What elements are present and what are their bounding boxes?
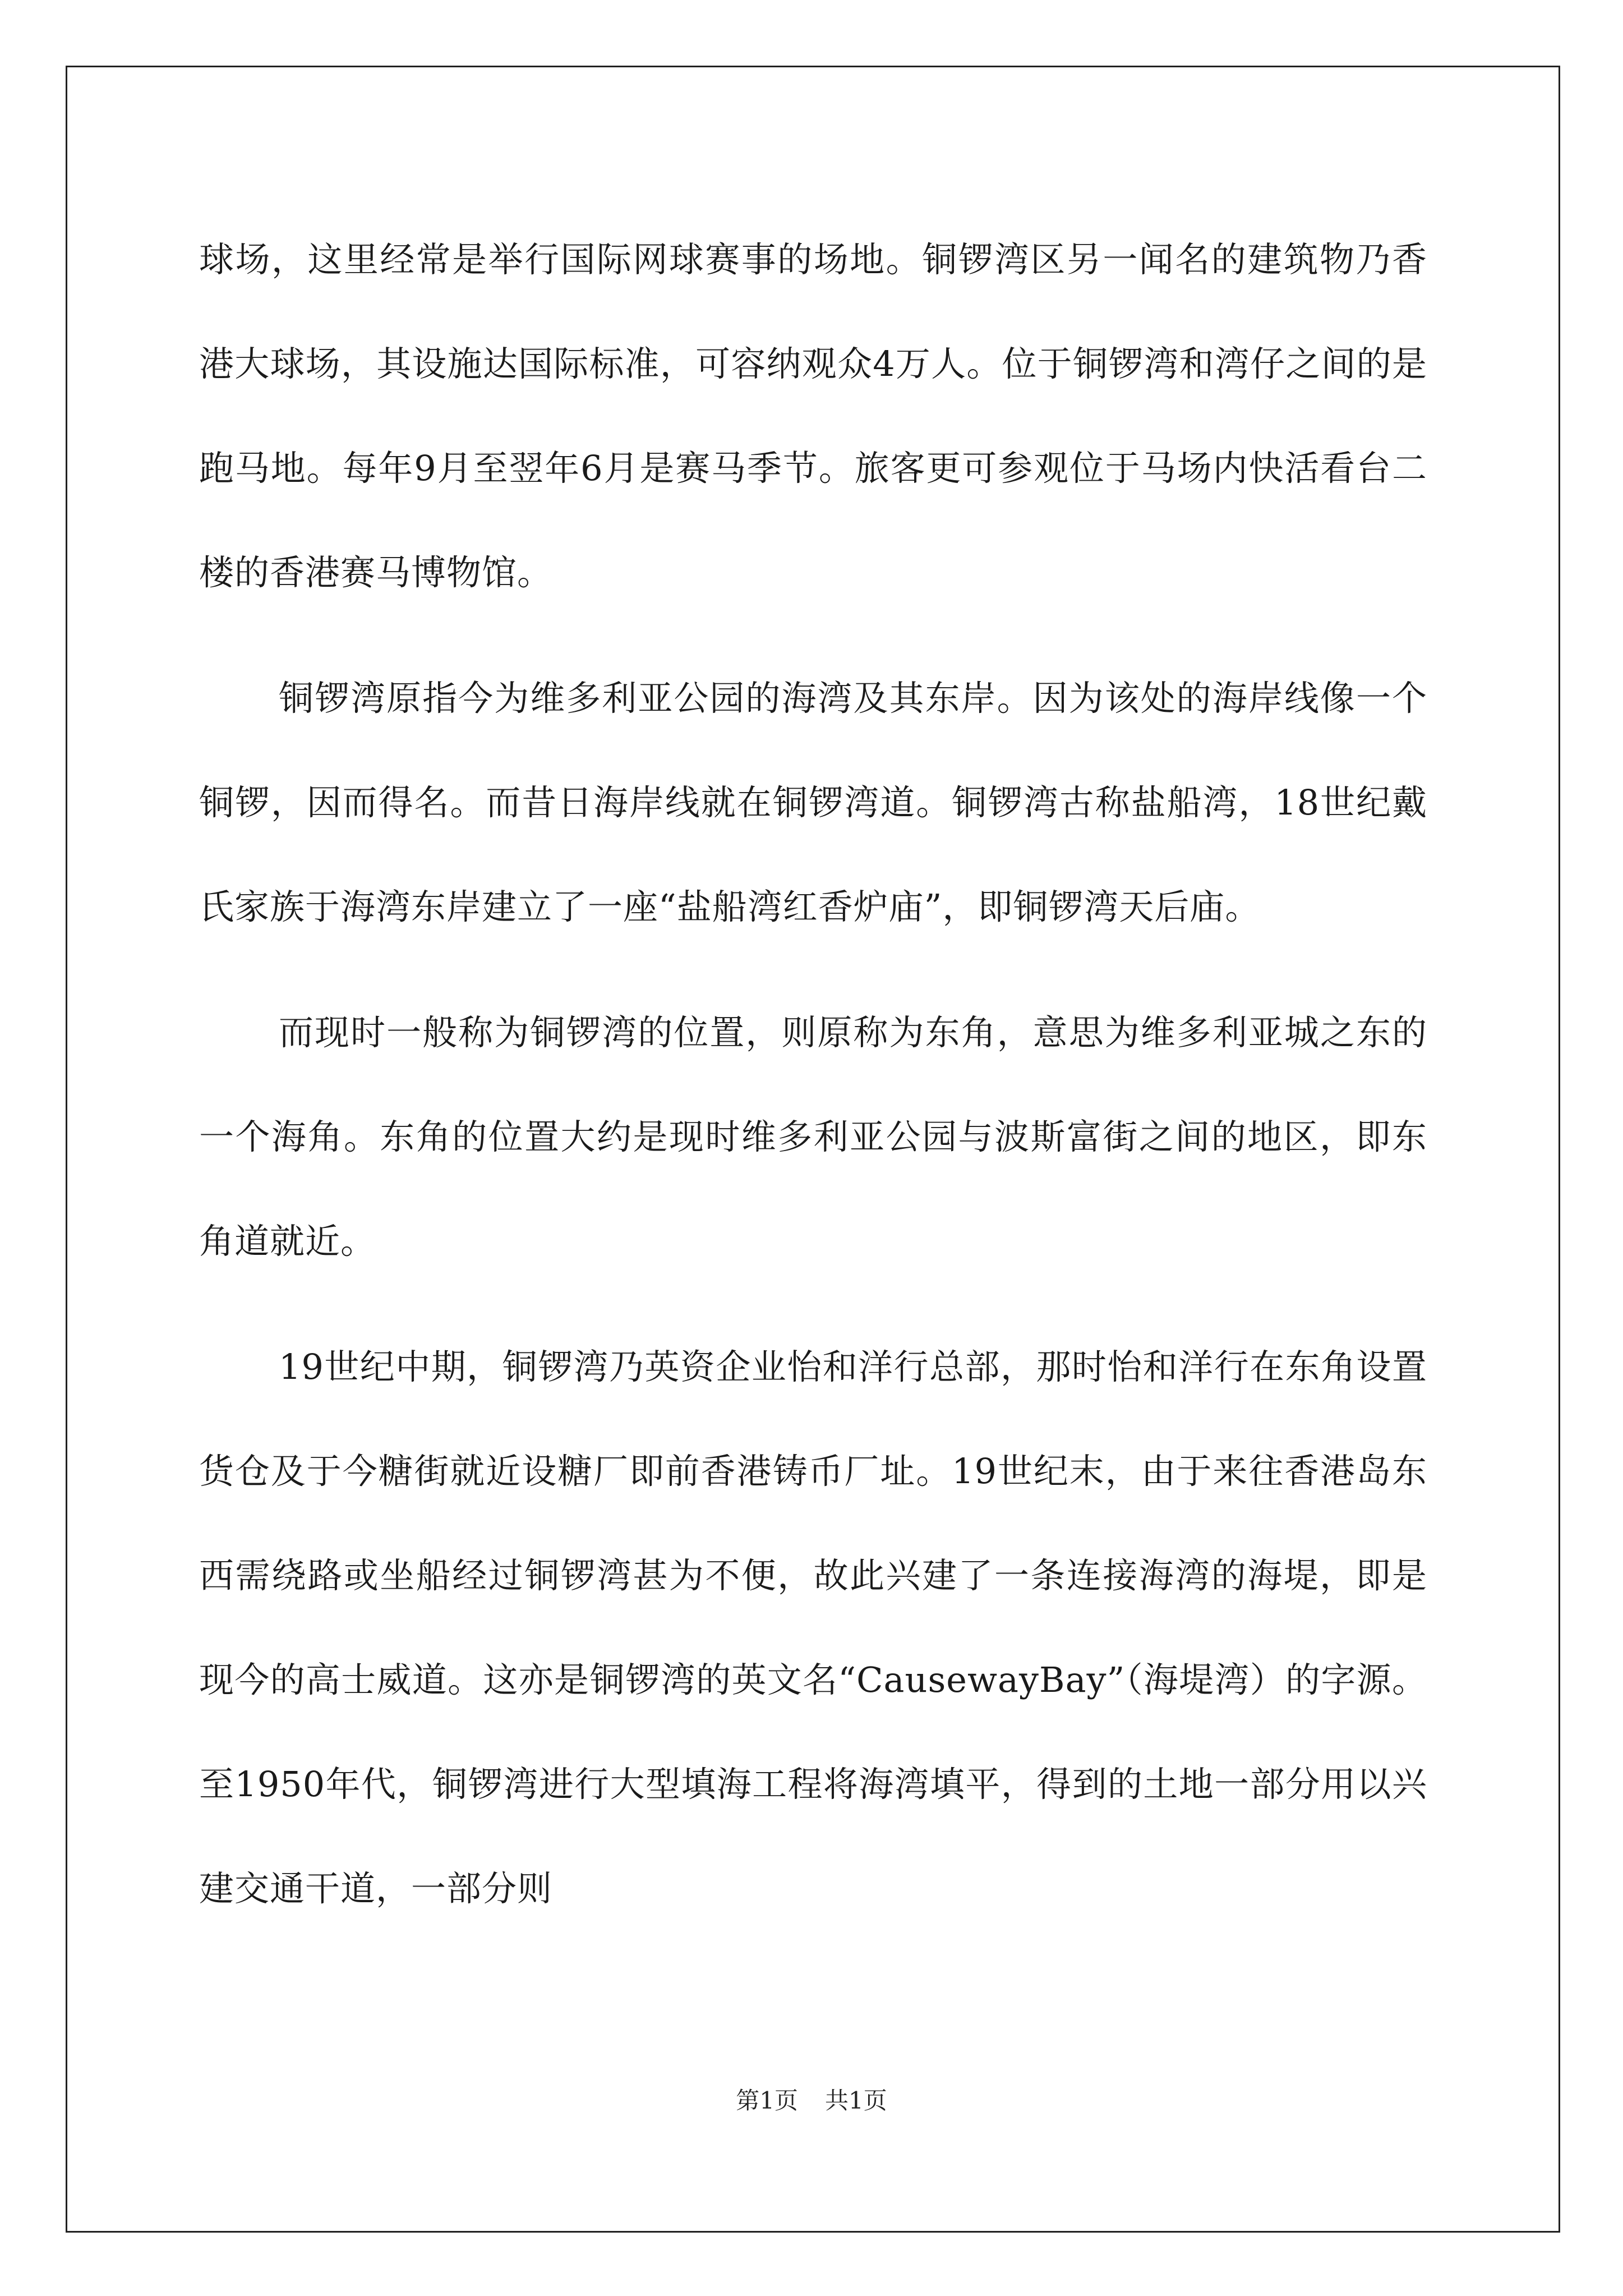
page-total: 共1页 bbox=[825, 2087, 887, 2114]
paragraph-1: 球场，这里经常是举行国际网球赛事的场地。铜锣湾区另一闻名的建筑物乃香港大球场，其设施达国际标准，可容纳观众4万人。位于铜锣湾和湾仔之间的是跑马地。每年9月至翌年6月是赛马季节。旅客更可参观位于马场内快活看台二楼的香港赛马博物馆。 bbox=[199, 239, 1427, 593]
page-footer bbox=[0, 2084, 1623, 2118]
page-number: 第1页 bbox=[736, 2087, 798, 2114]
paragraph-3: 而现时一般称为铜锣湾的位置，则原称为东角，意思为维多利亚城之东的一个海角。东角的位置大约是现时维多利亚公园与波斯富街之间的地区，即东角道就近。 bbox=[199, 1012, 1427, 1262]
paragraph-4: 19世纪中期，铜锣湾乃英资企业怡和洋行总部，那时怡和洋行在东角设置货仓及于今糖街就近设糖厂即前香港铸币厂址。19世纪末，由于来往香港岛东西需绕路或坐船经过铜锣湾甚为不便，故此兴建了一条连接海湾的海堤，即是现今的高士威道。这亦是铜锣湾的英文名“CausewayBay”（海堤湾）的字源。至1950年代，铜锣湾进行大型填海工程将海湾填平，得到的土地一部分用以兴建交通干道，一部分则 bbox=[199, 1346, 1427, 1909]
paragraph-2: 铜锣湾原指今为维多利亚公园的海湾及其东岸。因为该处的海岸线像一个铜锣，因而得名。而昔日海岸线就在铜锣湾道。铜锣湾古称盐船湾，18世纪戴氏家族于海湾东岸建立了一座“盐船湾红香炉庙”，即铜锣湾天后庙。 bbox=[199, 678, 1427, 927]
document-body bbox=[199, 208, 1427, 1962]
